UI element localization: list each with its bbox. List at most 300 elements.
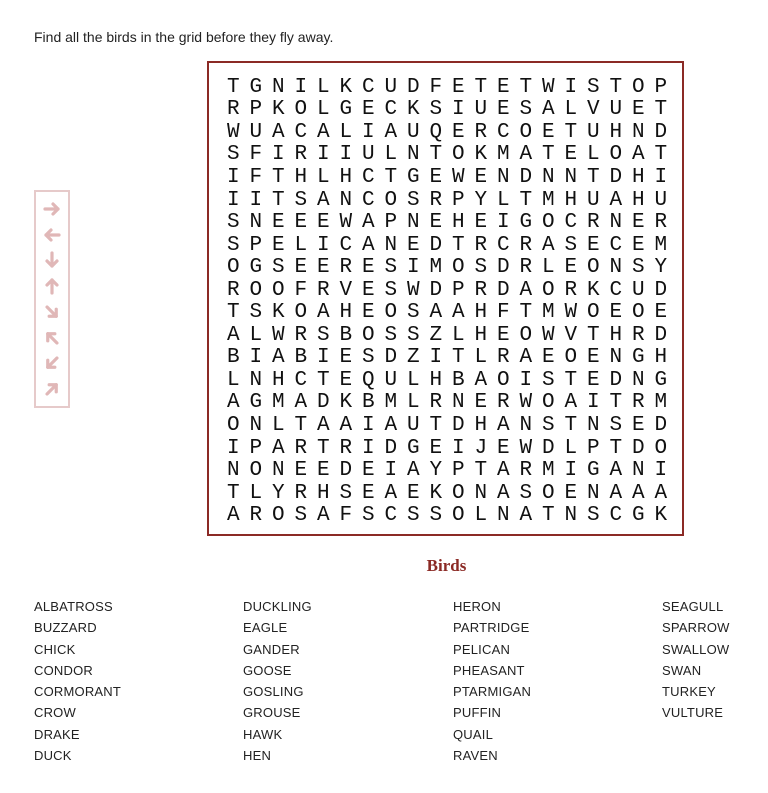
grid-letter[interactable]: O [226, 413, 240, 437]
grid-letter[interactable]: O [384, 188, 398, 212]
grid-letter[interactable]: O [226, 256, 240, 280]
grid-letter[interactable]: R [474, 120, 488, 144]
grid-letter[interactable]: M [541, 459, 555, 483]
grid-letter[interactable]: R [496, 391, 510, 415]
grid-letter[interactable]: O [631, 301, 645, 325]
grid-letter[interactable]: C [361, 75, 375, 99]
grid-letter[interactable]: K [429, 481, 443, 505]
grid-letter[interactable]: B [451, 368, 465, 392]
grid-letter[interactable]: S [226, 143, 240, 167]
grid-letter[interactable]: I [226, 436, 240, 460]
grid-letter[interactable]: E [339, 346, 353, 370]
grid-letter[interactable]: S [384, 278, 398, 302]
grid-letter[interactable]: L [474, 346, 488, 370]
grid-letter[interactable]: F [294, 278, 308, 302]
grid-letter[interactable]: R [474, 233, 488, 257]
grid-letter[interactable]: H [339, 165, 353, 189]
grid-letter[interactable]: W [519, 391, 533, 415]
grid-letter[interactable]: A [316, 504, 330, 528]
grid-letter[interactable]: S [384, 323, 398, 347]
grid-letter[interactable]: E [631, 211, 645, 235]
grid-letter[interactable]: U [474, 98, 488, 122]
grid-letter[interactable]: T [451, 233, 465, 257]
grid-letter[interactable]: T [586, 165, 600, 189]
grid-letter[interactable]: T [316, 436, 330, 460]
grid-letter[interactable]: E [294, 256, 308, 280]
grid-letter[interactable]: W [564, 301, 578, 325]
grid-letter[interactable]: O [541, 391, 555, 415]
grid-letter[interactable]: A [406, 459, 420, 483]
grid-letter[interactable]: J [474, 436, 488, 460]
grid-letter[interactable]: H [631, 188, 645, 212]
grid-letter[interactable]: M [429, 256, 443, 280]
grid-letter[interactable]: E [406, 233, 420, 257]
grid-letter[interactable]: N [564, 165, 578, 189]
grid-letter[interactable]: R [429, 188, 443, 212]
grid-letter[interactable]: C [294, 120, 308, 144]
grid-letter[interactable]: I [361, 120, 375, 144]
grid-letter[interactable]: D [429, 278, 443, 302]
grid-letter[interactable]: O [271, 278, 285, 302]
grid-letter[interactable]: C [609, 278, 623, 302]
grid-letter[interactable]: E [271, 211, 285, 235]
grid-letter[interactable]: N [339, 188, 353, 212]
grid-letter[interactable]: D [384, 346, 398, 370]
grid-letter[interactable]: Y [429, 459, 443, 483]
grid-letter[interactable]: O [451, 143, 465, 167]
grid-letter[interactable]: N [249, 368, 263, 392]
grid-letter[interactable]: R [226, 278, 240, 302]
grid-letter[interactable]: E [429, 211, 443, 235]
grid-letter[interactable]: T [384, 165, 398, 189]
grid-letter[interactable]: E [496, 323, 510, 347]
grid-letter[interactable]: B [226, 346, 240, 370]
grid-letter[interactable]: D [654, 120, 668, 144]
grid-letter[interactable]: A [496, 459, 510, 483]
grid-letter[interactable]: Z [429, 323, 443, 347]
grid-letter[interactable]: A [271, 346, 285, 370]
grid-letter[interactable]: D [519, 165, 533, 189]
grid-letter[interactable]: G [406, 436, 420, 460]
grid-letter[interactable]: L [451, 323, 465, 347]
grid-letter[interactable]: A [609, 188, 623, 212]
grid-letter[interactable]: R [294, 323, 308, 347]
grid-letter[interactable]: N [631, 120, 645, 144]
grid-letter[interactable]: S [631, 256, 645, 280]
grid-letter[interactable]: N [271, 459, 285, 483]
grid-letter[interactable]: T [564, 413, 578, 437]
grid-letter[interactable]: A [226, 504, 240, 528]
grid-letter[interactable]: E [361, 278, 375, 302]
grid-letter[interactable]: M [496, 143, 510, 167]
grid-letter[interactable]: I [361, 413, 375, 437]
grid-letter[interactable]: T [226, 301, 240, 325]
grid-letter[interactable]: E [564, 143, 578, 167]
grid-letter[interactable]: N [406, 211, 420, 235]
grid-letter[interactable]: R [339, 256, 353, 280]
grid-letter[interactable]: S [316, 323, 330, 347]
grid-letter[interactable]: I [249, 346, 263, 370]
grid-letter[interactable]: D [339, 459, 353, 483]
grid-letter[interactable]: A [429, 301, 443, 325]
grid-letter[interactable]: M [541, 301, 555, 325]
grid-letter[interactable]: T [519, 188, 533, 212]
grid-letter[interactable]: E [654, 301, 668, 325]
grid-letter[interactable]: P [249, 436, 263, 460]
grid-letter[interactable]: E [609, 301, 623, 325]
grid-letter[interactable]: O [451, 481, 465, 505]
grid-letter[interactable]: A [609, 481, 623, 505]
grid-letter[interactable]: T [429, 413, 443, 437]
grid-letter[interactable]: M [654, 233, 668, 257]
grid-letter[interactable]: C [609, 233, 623, 257]
grid-letter[interactable]: E [294, 459, 308, 483]
grid-letter[interactable]: T [316, 368, 330, 392]
grid-letter[interactable]: D [609, 368, 623, 392]
grid-letter[interactable]: A [294, 391, 308, 415]
grid-letter[interactable]: S [474, 256, 488, 280]
grid-letter[interactable]: U [249, 120, 263, 144]
grid-letter[interactable]: N [406, 143, 420, 167]
grid-letter[interactable]: O [361, 323, 375, 347]
grid-letter[interactable]: F [339, 504, 353, 528]
grid-letter[interactable]: U [384, 368, 398, 392]
grid-letter[interactable]: L [339, 120, 353, 144]
grid-letter[interactable]: G [249, 75, 263, 99]
grid-letter[interactable]: I [654, 165, 668, 189]
grid-letter[interactable]: M [541, 188, 555, 212]
grid-letter[interactable]: W [519, 436, 533, 460]
grid-letter[interactable]: E [564, 256, 578, 280]
grid-letter[interactable]: H [451, 211, 465, 235]
grid-letter[interactable]: S [564, 233, 578, 257]
grid-letter[interactable]: H [339, 301, 353, 325]
grid-letter[interactable]: B [339, 323, 353, 347]
grid-letter[interactable]: R [249, 504, 263, 528]
grid-letter[interactable]: R [226, 98, 240, 122]
grid-letter[interactable]: O [541, 481, 555, 505]
grid-letter[interactable]: A [564, 391, 578, 415]
grid-letter[interactable]: T [271, 188, 285, 212]
grid-letter[interactable]: P [654, 75, 668, 99]
grid-letter[interactable]: T [294, 413, 308, 437]
grid-letter[interactable]: E [541, 120, 555, 144]
grid-letter[interactable]: S [226, 233, 240, 257]
grid-letter[interactable]: E [361, 256, 375, 280]
grid-letter[interactable]: L [271, 413, 285, 437]
grid-letter[interactable]: Y [474, 188, 488, 212]
grid-letter[interactable]: A [384, 481, 398, 505]
grid-letter[interactable]: C [496, 233, 510, 257]
grid-letter[interactable]: O [541, 278, 555, 302]
grid-letter[interactable]: R [496, 346, 510, 370]
grid-letter[interactable]: A [541, 233, 555, 257]
grid-letter[interactable]: D [451, 413, 465, 437]
grid-letter[interactable]: A [316, 301, 330, 325]
grid-letter[interactable]: D [631, 436, 645, 460]
grid-letter[interactable]: T [654, 143, 668, 167]
grid-letter[interactable]: N [519, 413, 533, 437]
grid-letter[interactable]: T [609, 436, 623, 460]
grid-letter[interactable]: A [361, 233, 375, 257]
grid-letter[interactable]: O [249, 459, 263, 483]
grid-letter[interactable]: N [249, 413, 263, 437]
grid-letter[interactable]: G [654, 368, 668, 392]
grid-letter[interactable]: I [406, 256, 420, 280]
grid-letter[interactable]: K [586, 278, 600, 302]
grid-letter[interactable]: W [541, 323, 555, 347]
grid-letter[interactable]: C [361, 188, 375, 212]
grid-letter[interactable]: C [384, 98, 398, 122]
grid-letter[interactable]: K [654, 504, 668, 528]
grid-letter[interactable]: T [609, 75, 623, 99]
grid-letter[interactable]: A [631, 481, 645, 505]
grid-letter[interactable]: E [586, 346, 600, 370]
grid-letter[interactable]: A [226, 323, 240, 347]
grid-letter[interactable]: D [654, 413, 668, 437]
grid-letter[interactable]: A [361, 211, 375, 235]
grid-letter[interactable]: Y [271, 481, 285, 505]
grid-letter[interactable]: L [384, 143, 398, 167]
grid-letter[interactable]: T [226, 481, 240, 505]
grid-letter[interactable]: A [316, 413, 330, 437]
grid-letter[interactable]: S [361, 346, 375, 370]
grid-letter[interactable]: S [429, 504, 443, 528]
grid-letter[interactable]: E [339, 368, 353, 392]
grid-letter[interactable]: G [406, 165, 420, 189]
grid-letter[interactable]: S [519, 481, 533, 505]
grid-letter[interactable]: A [316, 120, 330, 144]
grid-letter[interactable]: M [271, 391, 285, 415]
grid-letter[interactable]: T [541, 143, 555, 167]
grid-letter[interactable]: O [586, 256, 600, 280]
grid-letter[interactable]: D [654, 323, 668, 347]
grid-letter[interactable]: R [586, 211, 600, 235]
grid-letter[interactable]: T [474, 75, 488, 99]
grid-letter[interactable]: L [541, 256, 555, 280]
grid-letter[interactable]: I [271, 143, 285, 167]
grid-letter[interactable]: U [631, 278, 645, 302]
grid-letter[interactable]: T [271, 165, 285, 189]
grid-letter[interactable]: I [316, 233, 330, 257]
grid-letter[interactable]: H [654, 346, 668, 370]
grid-letter[interactable]: I [564, 459, 578, 483]
grid-letter[interactable]: U [406, 120, 420, 144]
grid-letter[interactable]: N [609, 346, 623, 370]
grid-letter[interactable]: A [519, 143, 533, 167]
grid-letter[interactable]: P [451, 459, 465, 483]
grid-letter[interactable]: A [316, 188, 330, 212]
grid-letter[interactable]: L [249, 481, 263, 505]
grid-letter[interactable]: A [631, 143, 645, 167]
grid-letter[interactable]: N [564, 504, 578, 528]
grid-letter[interactable]: R [654, 211, 668, 235]
grid-letter[interactable]: G [519, 211, 533, 235]
grid-letter[interactable]: Q [429, 120, 443, 144]
grid-letter[interactable]: E [541, 346, 555, 370]
grid-letter[interactable]: Z [406, 346, 420, 370]
grid-letter[interactable]: E [361, 98, 375, 122]
grid-letter[interactable]: C [609, 504, 623, 528]
grid-letter[interactable]: N [631, 459, 645, 483]
grid-letter[interactable]: D [406, 75, 420, 99]
grid-letter[interactable]: E [271, 233, 285, 257]
grid-letter[interactable]: A [271, 120, 285, 144]
grid-letter[interactable]: R [294, 143, 308, 167]
grid-letter[interactable]: I [316, 143, 330, 167]
grid-letter[interactable]: T [451, 346, 465, 370]
grid-letter[interactable]: N [226, 459, 240, 483]
grid-letter[interactable]: A [654, 481, 668, 505]
grid-letter[interactable]: R [519, 459, 533, 483]
grid-letter[interactable]: S [339, 481, 353, 505]
grid-letter[interactable]: S [249, 301, 263, 325]
grid-letter[interactable]: C [294, 368, 308, 392]
grid-letter[interactable]: G [631, 346, 645, 370]
grid-letter[interactable]: L [226, 368, 240, 392]
grid-letter[interactable]: U [384, 75, 398, 99]
grid-letter[interactable]: E [586, 368, 600, 392]
grid-letter[interactable]: E [451, 75, 465, 99]
grid-letter[interactable]: D [496, 256, 510, 280]
grid-letter[interactable]: C [361, 165, 375, 189]
grid-letter[interactable]: I [451, 98, 465, 122]
grid-letter[interactable]: C [384, 504, 398, 528]
grid-letter[interactable]: H [271, 368, 285, 392]
grid-letter[interactable]: L [316, 165, 330, 189]
grid-letter[interactable]: P [451, 188, 465, 212]
grid-letter[interactable]: S [406, 323, 420, 347]
grid-letter[interactable]: O [294, 98, 308, 122]
grid-letter[interactable]: E [406, 481, 420, 505]
grid-letter[interactable]: N [609, 256, 623, 280]
grid-letter[interactable]: L [564, 436, 578, 460]
grid-letter[interactable]: H [474, 323, 488, 347]
grid-letter[interactable]: S [586, 504, 600, 528]
grid-letter[interactable]: T [429, 143, 443, 167]
grid-letter[interactable]: O [271, 504, 285, 528]
grid-letter[interactable]: A [226, 391, 240, 415]
grid-letter[interactable]: L [564, 98, 578, 122]
grid-letter[interactable]: D [496, 278, 510, 302]
grid-letter[interactable]: A [451, 301, 465, 325]
grid-letter[interactable]: I [339, 143, 353, 167]
grid-letter[interactable]: S [361, 504, 375, 528]
grid-letter[interactable]: L [474, 504, 488, 528]
grid-letter[interactable]: N [249, 211, 263, 235]
grid-letter[interactable]: E [361, 481, 375, 505]
grid-letter[interactable]: P [451, 278, 465, 302]
grid-letter[interactable]: W [406, 278, 420, 302]
grid-letter[interactable]: I [384, 459, 398, 483]
grid-letter[interactable]: E [474, 211, 488, 235]
grid-letter[interactable]: O [496, 368, 510, 392]
grid-letter[interactable]: S [226, 211, 240, 235]
grid-letter[interactable]: R [519, 233, 533, 257]
grid-letter[interactable]: S [429, 98, 443, 122]
grid-letter[interactable]: N [586, 481, 600, 505]
grid-letter[interactable]: L [586, 143, 600, 167]
grid-letter[interactable]: E [361, 301, 375, 325]
grid-letter[interactable]: R [429, 391, 443, 415]
grid-letter[interactable]: D [609, 165, 623, 189]
grid-letter[interactable]: T [226, 75, 240, 99]
grid-letter[interactable]: E [316, 256, 330, 280]
grid-letter[interactable]: O [519, 120, 533, 144]
grid-letter[interactable]: O [384, 301, 398, 325]
grid-letter[interactable]: I [496, 211, 510, 235]
grid-letter[interactable]: H [609, 323, 623, 347]
grid-letter[interactable]: N [451, 391, 465, 415]
grid-letter[interactable]: I [519, 368, 533, 392]
grid-letter[interactable]: W [271, 323, 285, 347]
grid-letter[interactable]: N [271, 75, 285, 99]
grid-letter[interactable]: B [361, 391, 375, 415]
grid-letter[interactable]: O [294, 301, 308, 325]
grid-letter[interactable]: A [541, 98, 555, 122]
grid-letter[interactable]: E [294, 211, 308, 235]
grid-letter[interactable]: U [586, 188, 600, 212]
grid-letter[interactable]: P [586, 436, 600, 460]
grid-letter[interactable]: S [271, 256, 285, 280]
grid-letter[interactable]: L [294, 233, 308, 257]
grid-letter[interactable]: V [586, 98, 600, 122]
grid-letter[interactable]: E [316, 459, 330, 483]
grid-letter[interactable]: C [496, 120, 510, 144]
grid-letter[interactable]: N [474, 481, 488, 505]
grid-letter[interactable]: R [519, 256, 533, 280]
grid-letter[interactable]: R [564, 278, 578, 302]
grid-letter[interactable]: I [226, 165, 240, 189]
grid-letter[interactable]: T [474, 459, 488, 483]
grid-letter[interactable]: D [654, 278, 668, 302]
grid-letter[interactable]: I [249, 188, 263, 212]
grid-letter[interactable]: I [654, 459, 668, 483]
grid-letter[interactable]: R [474, 278, 488, 302]
grid-letter[interactable]: A [519, 346, 533, 370]
grid-letter[interactable]: O [586, 301, 600, 325]
grid-letter[interactable]: I [429, 346, 443, 370]
grid-letter[interactable]: N [496, 165, 510, 189]
grid-letter[interactable]: G [586, 459, 600, 483]
grid-letter[interactable]: I [316, 346, 330, 370]
grid-letter[interactable]: U [609, 98, 623, 122]
grid-letter[interactable]: A [271, 436, 285, 460]
grid-letter[interactable]: S [406, 188, 420, 212]
grid-letter[interactable]: E [429, 436, 443, 460]
grid-letter[interactable]: P [249, 98, 263, 122]
grid-letter[interactable]: M [384, 391, 398, 415]
grid-letter[interactable]: A [496, 481, 510, 505]
grid-letter[interactable]: E [496, 436, 510, 460]
grid-letter[interactable]: D [384, 436, 398, 460]
grid-letter[interactable]: S [541, 368, 555, 392]
grid-letter[interactable]: T [541, 504, 555, 528]
grid-letter[interactable]: E [316, 211, 330, 235]
grid-letter[interactable]: E [361, 459, 375, 483]
grid-letter[interactable]: E [631, 413, 645, 437]
grid-letter[interactable]: K [271, 301, 285, 325]
grid-letter[interactable]: T [654, 98, 668, 122]
grid-letter[interactable]: G [249, 256, 263, 280]
grid-letter[interactable]: O [541, 211, 555, 235]
grid-letter[interactable]: A [384, 413, 398, 437]
grid-letter[interactable]: P [384, 211, 398, 235]
grid-letter[interactable]: R [316, 278, 330, 302]
grid-letter[interactable]: V [564, 323, 578, 347]
grid-letter[interactable]: W [541, 75, 555, 99]
grid-letter[interactable]: W [339, 211, 353, 235]
